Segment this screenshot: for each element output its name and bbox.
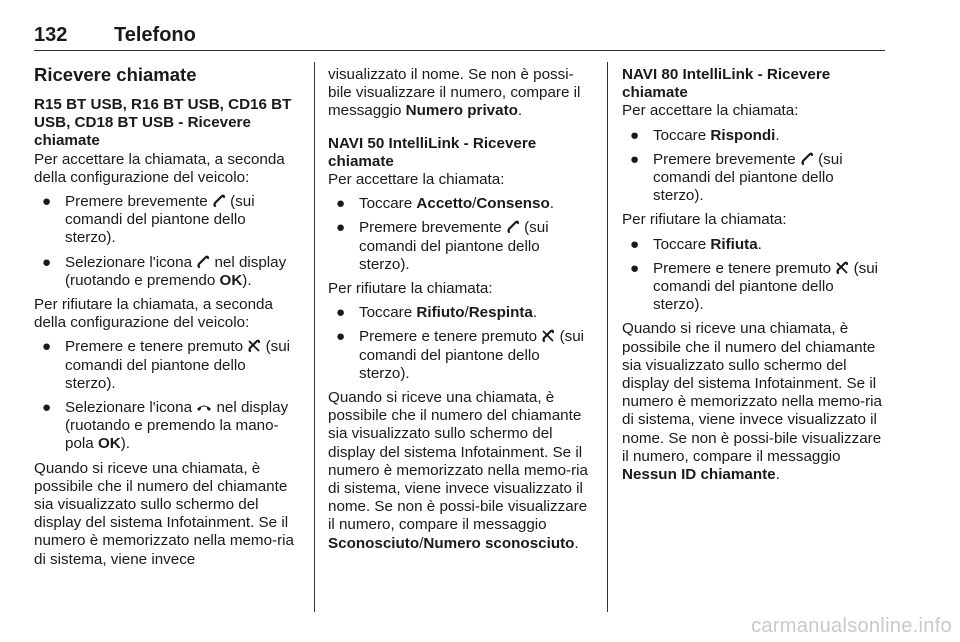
watermark: carmanualsonline.info [751,615,952,637]
column-divider [314,62,315,612]
reject-list [328,304,594,383]
subsection-heading: NAVI 50 IntelliLink - Ricevere chiamate [328,134,537,170]
paragraph: Quando si riceve una chiamata, è possibile che il numero del chiamante sia visualizzato sullo schermo del display del sistema Infotainment. Se il numero è memorizzato nella memo-ria di sistema, viene invece visualizzato il nome. Se non è possi-bile visualizzare il numero, compare il messaggio Nessun ID chiamante. [622,320,882,484]
list-item: ● Selezionare l'icona nel display (ruotando e premendo OK). [42,253,287,289]
paragraph: Per rifiutare la chiamata: [622,211,787,229]
list-item: ● Premere brevemente (sui comandi del piantone dello sterzo). [42,193,255,247]
list-item: ● Premere brevemente (sui comandi del piantone dello sterzo). [630,150,843,205]
section-title: Ricevere chiamate [34,64,197,85]
bullet: ● [336,304,346,322]
phone-accept-icon [212,194,226,208]
reject-list [622,236,888,315]
paragraph: Per accettare la chiamata: [622,102,799,120]
list-item: ● Premere e tenere premuto (sui comandi del piantone dello sterzo). [42,338,291,392]
phone-reject-icon [247,339,261,353]
bullet: ● [336,328,346,346]
bullet: ● [42,193,52,211]
paragraph: Quando si riceve una chiamata, è possibile che il numero del chiamante sia visualizzato sullo schermo del display del sistema Infotainment. Se il numero è memorizzato nella memo-ria di sistema, viene invece visualizzato il nome. Se non è possi-bile visualizzare il numero, compare il messaggio Sconosciuto/Numero sconosciuto. [328,389,588,552]
paragraph: visualizzato il nome. Se non è possi-bile visualizzare il numero, compare il messaggio Numero privato. [328,66,581,120]
accept-list [34,193,300,290]
column-3 [622,66,888,490]
paragraph: Per rifiutare la chiamata, a seconda della configurazione del veicolo: [34,296,273,332]
phone-reject-icon [541,329,555,343]
chapter-title: Telefono [114,24,196,46]
phone-reject-icon [835,261,849,275]
accept-list [622,127,888,206]
paragraph: Quando si riceve una chiamata, è possibile che il numero del chiamante sia visualizzato sullo schermo del display del sistema Infotainment. Se il numero è memorizzato nella memo-ria di sistema, viene invece [34,459,294,568]
page-number: 132 [34,24,68,46]
phone-accept-icon [506,220,520,234]
bullet: ● [630,235,640,253]
list-item: ● Selezionare l'icona nel display (ruotando e premendo la mano-pola OK). [42,399,289,453]
bullet: ● [630,126,640,144]
list-item: ● Toccare Rispondi. [630,126,780,144]
phone-hangup-icon [196,402,212,414]
list-item: ● Premere brevemente (sui comandi del piantone dello sterzo). [336,219,549,273]
subsection-heading: R15 BT USB, R16 BT USB, CD16 BT USB, CD18 BT USB - Ricevere chiamate [34,96,292,150]
bullet: ● [630,150,640,168]
bullet: ● [42,399,52,417]
list-item: ● Premere e tenere premuto (sui comandi del piantone dello sterzo). [336,328,585,382]
page-header [34,24,885,51]
list-item: ● Toccare Rifiuto/Respinta. [336,304,538,322]
list-item: ● Toccare Accetto/Consenso. [336,195,554,213]
bullet: ● [630,259,640,277]
subsection-heading: NAVI 80 IntelliLink - Ricevere chiamate [622,66,831,102]
bullet: ● [336,195,346,213]
column-divider [607,62,608,612]
bullet: ● [336,219,346,237]
bullet: ● [42,338,52,356]
list-item: ● Premere e tenere premuto (sui comandi del piantone dello sterzo). [630,259,879,314]
column-1 [34,64,300,575]
paragraph: Per rifiutare la chiamata: [328,280,493,298]
phone-accept-icon [196,255,210,269]
phone-accept-icon [800,152,814,166]
paragraph: Per accettare la chiamata: [328,171,505,189]
paragraph: Per accettare la chiamata, a seconda della configurazione del veicolo: [34,150,285,186]
bullet: ● [42,253,52,271]
reject-list [34,338,300,453]
list-item: ● Toccare Rifiuta. [630,235,762,253]
column-2 [328,66,594,559]
accept-list [328,195,594,274]
